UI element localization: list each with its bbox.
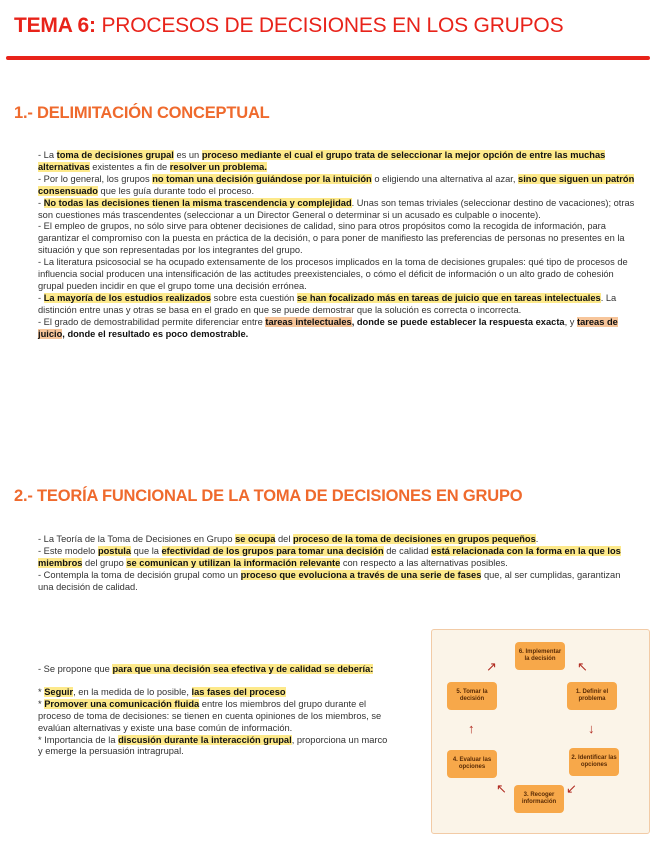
list-item: * Importancia de la discusión durante la interacción grupal, proporciona un marco y emerge la persuasión intragrupal. (38, 734, 388, 757)
arrow-icon: ↑ (468, 721, 475, 736)
diagram-step: 4. Evaluar las opciones (447, 750, 497, 778)
paragraph: - Este modelo postula que la efectividad de los grupos para tomar una decisión de calidad está relacionada con la forma en la que los miembros del grupo se comunican y utilizan la información relevante con respecto a las alternativas posibles. (38, 545, 621, 568)
arrow-icon: ↖ (577, 659, 588, 674)
paragraph: - La toma de decisiones grupal es un proceso mediante el cual el grupo trata de seleccionar la mejor opción de entre las muchas alternativas existentes a fin de resolver un problema. (38, 150, 606, 172)
title-underline (6, 56, 650, 60)
section-1-body (38, 150, 638, 341)
page-title (14, 14, 644, 38)
arrow-icon: ↖ (496, 781, 507, 796)
paragraph: - El grado de demostrabilidad permite diferenciar entre tareas intelectuales, donde se puede establecer la respuesta exacta, y tareas de juicio, donde el resultado es poco demostrable. (38, 316, 618, 339)
list-item: * Promover una comunicación fluida entre los miembros del grupo durante el proceso de toma de decisiones: se tienen en cuenta opiniones de los miembros, se evalúan alternativas y existe una base común de información. (38, 698, 382, 733)
diagram-step: 1. Definir el problema (567, 682, 617, 710)
section-2-list (38, 664, 388, 758)
paragraph: - La Teoría de la Toma de Decisiones en Grupo se ocupa del proceso de la toma de decisiones en grupos pequeños. (38, 534, 539, 544)
paragraph: - No todas las decisiones tienen la misma trascendencia y complejidad. Unas son temas triviales (seleccionar destino de vacaciones); otras son cuestiones más trascendentes (seleccionar a un Director General o determinar si un acusado es culpable o inocente). (38, 197, 635, 220)
section-2-heading: 2.- TEORÍA FUNCIONAL DE LA TOMA DE DECISIONES EN GRUPO (14, 487, 523, 505)
paragraph: - Por lo general, los grupos no toman una decisión guiándose por la intuición o eligiendo una alternativa al azar, sino que siguen un patrón consensuado que les guía durante todo el proceso. (38, 173, 635, 196)
diagram-step: 3. Recoger información (514, 785, 564, 813)
paragraph: - Se propone que para que una decisión sea efectiva y de calidad se debería: (38, 664, 374, 674)
decision-cycle-diagram (431, 629, 650, 834)
arrow-icon: ↗ (486, 659, 497, 674)
paragraph: - El empleo de grupos, no sólo sirve para obtener decisiones de calidad, sino para otros propósitos como la recogida de información, para garantizar el compromiso con la puesta en práctica de la decisión, o para poner de manifiesto las preferencias de personas no presentes en la situación y que son representadas por los integrantes del grupo. (38, 221, 625, 256)
paragraph: - La mayoría de los estudios realizados sobre esta cuestión se han focalizado más en tareas de juicio que en tareas intelectuales. La distinción entre unas y otras se basa en el grado en que se puede demostrar que la solución es correcta o incorrecta. (38, 292, 617, 315)
title-prefix: TEMA 6: (14, 14, 96, 37)
paragraph: - Contempla la toma de decisión grupal como un proceso que evoluciona a través de una serie de fases que, al ser cumplidas, garantizan una decisión de calidad. (38, 569, 621, 592)
arrow-icon: ↙ (566, 781, 577, 796)
spacer (38, 676, 388, 687)
section-1-heading: 1.- DELIMITACIÓN CONCEPTUAL (14, 104, 270, 122)
diagram-step: 6. Implementar la decisión (515, 642, 565, 670)
diagram-step: 5. Tomar la decisión (447, 682, 497, 710)
diagram-step: 2. Identificar las opciones (569, 748, 619, 776)
arrow-icon: ↓ (588, 721, 595, 736)
section-2-body (38, 534, 638, 594)
paragraph: - La literatura psicosocial se ha ocupado extensamente de los procesos implicados en la toma de decisiones grupales: qué tipo de procesos de influencia social producen una intensificación de las actitudes preexistenciales, o cómo el déficit de información o un alto grado de cohesión grupal pueden incidir en que el grupo tome una decisión errónea. (38, 257, 628, 291)
list-item: * Seguir, en la medida de lo posible, las fases del proceso (38, 686, 286, 697)
title-text: PROCESOS DE DECISIONES EN LOS GRUPOS (101, 14, 564, 37)
